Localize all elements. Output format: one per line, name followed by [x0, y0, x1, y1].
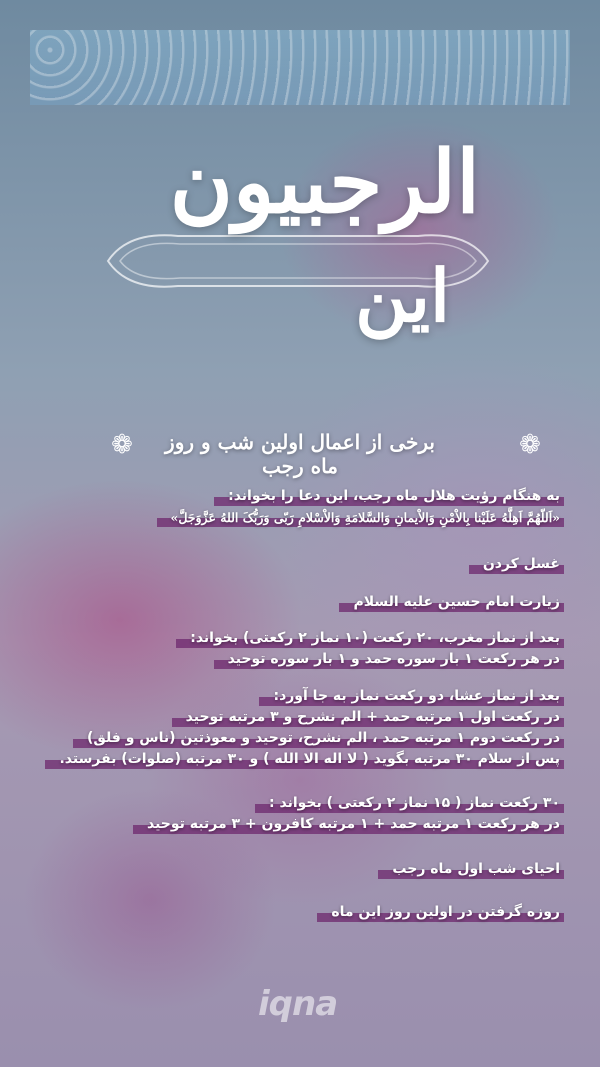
list-item	[28, 592, 568, 613]
list-item	[28, 554, 568, 575]
list-item	[28, 628, 568, 670]
list-item	[28, 686, 568, 770]
list-item	[28, 859, 568, 880]
item-detail: در رکعت اول ۱ مرتبه حمد + الم نشرح و ۳ مرتبه توحید	[28, 707, 568, 728]
decorative-pattern-banner	[30, 30, 570, 105]
item-detail: در هر رکعت ۱ مرتبه حمد + ۱ مرتبه کافرون + ۳ مرتبه توحید	[28, 814, 568, 835]
item-detail: در رکعت دوم ۱ مرتبه حمد ، الم نشرح، توحید و معوذتین (ناس و فلق)	[28, 728, 568, 749]
ornament-right-icon: ❁	[519, 430, 541, 460]
list-item	[28, 793, 568, 835]
item-heading: ۳۰ رکعت نماز ( ۱۵ نماز ۲ رکعتی ) بخواند :	[28, 793, 568, 814]
item-detail: در هر رکعت ۱ بار سوره حمد و ۱ بار سوره توحید	[28, 649, 568, 670]
iqna-logo: iqna	[258, 984, 338, 1024]
item-heading: زیارت امام حسین علیه السلام	[28, 592, 568, 613]
item-heading: روزه گرفتن در اولین روز این ماه	[28, 902, 568, 923]
calligraphy-word-1: الرجبیون	[169, 132, 480, 233]
acts-list	[28, 486, 568, 923]
subtitle: برخی از اعمال اولین شب و روز ماه رجب	[165, 430, 435, 478]
title-calligraphy	[140, 132, 480, 420]
calligraphy-word-2: این	[355, 253, 450, 338]
item-prayer: «اَللّهُمَّ اَهِلَّهُ عَلَیْنا بِالاْمْنِ وَالاْیمانِ وَالسَّلامَةِ وَالاْسْلامِ رَبّی وَرَبُّکَ اللهُ عَزَّوَجَلَّ»	[28, 507, 568, 528]
ornament-left-icon: ❁	[111, 430, 133, 460]
item-heading: بعد از نماز عشا، دو رکعت نماز به جا آورد:	[28, 686, 568, 707]
item-heading: احیای شب اول ماه رجب	[28, 859, 568, 880]
item-detail: پس از سلام ۳۰ مرتبه بگوید ( لا اله الا الله ) و ۳۰ مرتبه (صلوات) بفرستد.	[28, 749, 568, 770]
list-item	[28, 486, 568, 528]
list-item	[28, 902, 568, 923]
item-heading: غسل کردن	[28, 554, 568, 575]
item-heading: به هنگام رؤیت هلال ماه رجب، این دعا را بخواند:	[28, 486, 568, 507]
item-heading: بعد از نماز مغرب، ۲۰ رکعت (۱۰ نماز ۲ رکعتی) بخواند:	[28, 628, 568, 649]
